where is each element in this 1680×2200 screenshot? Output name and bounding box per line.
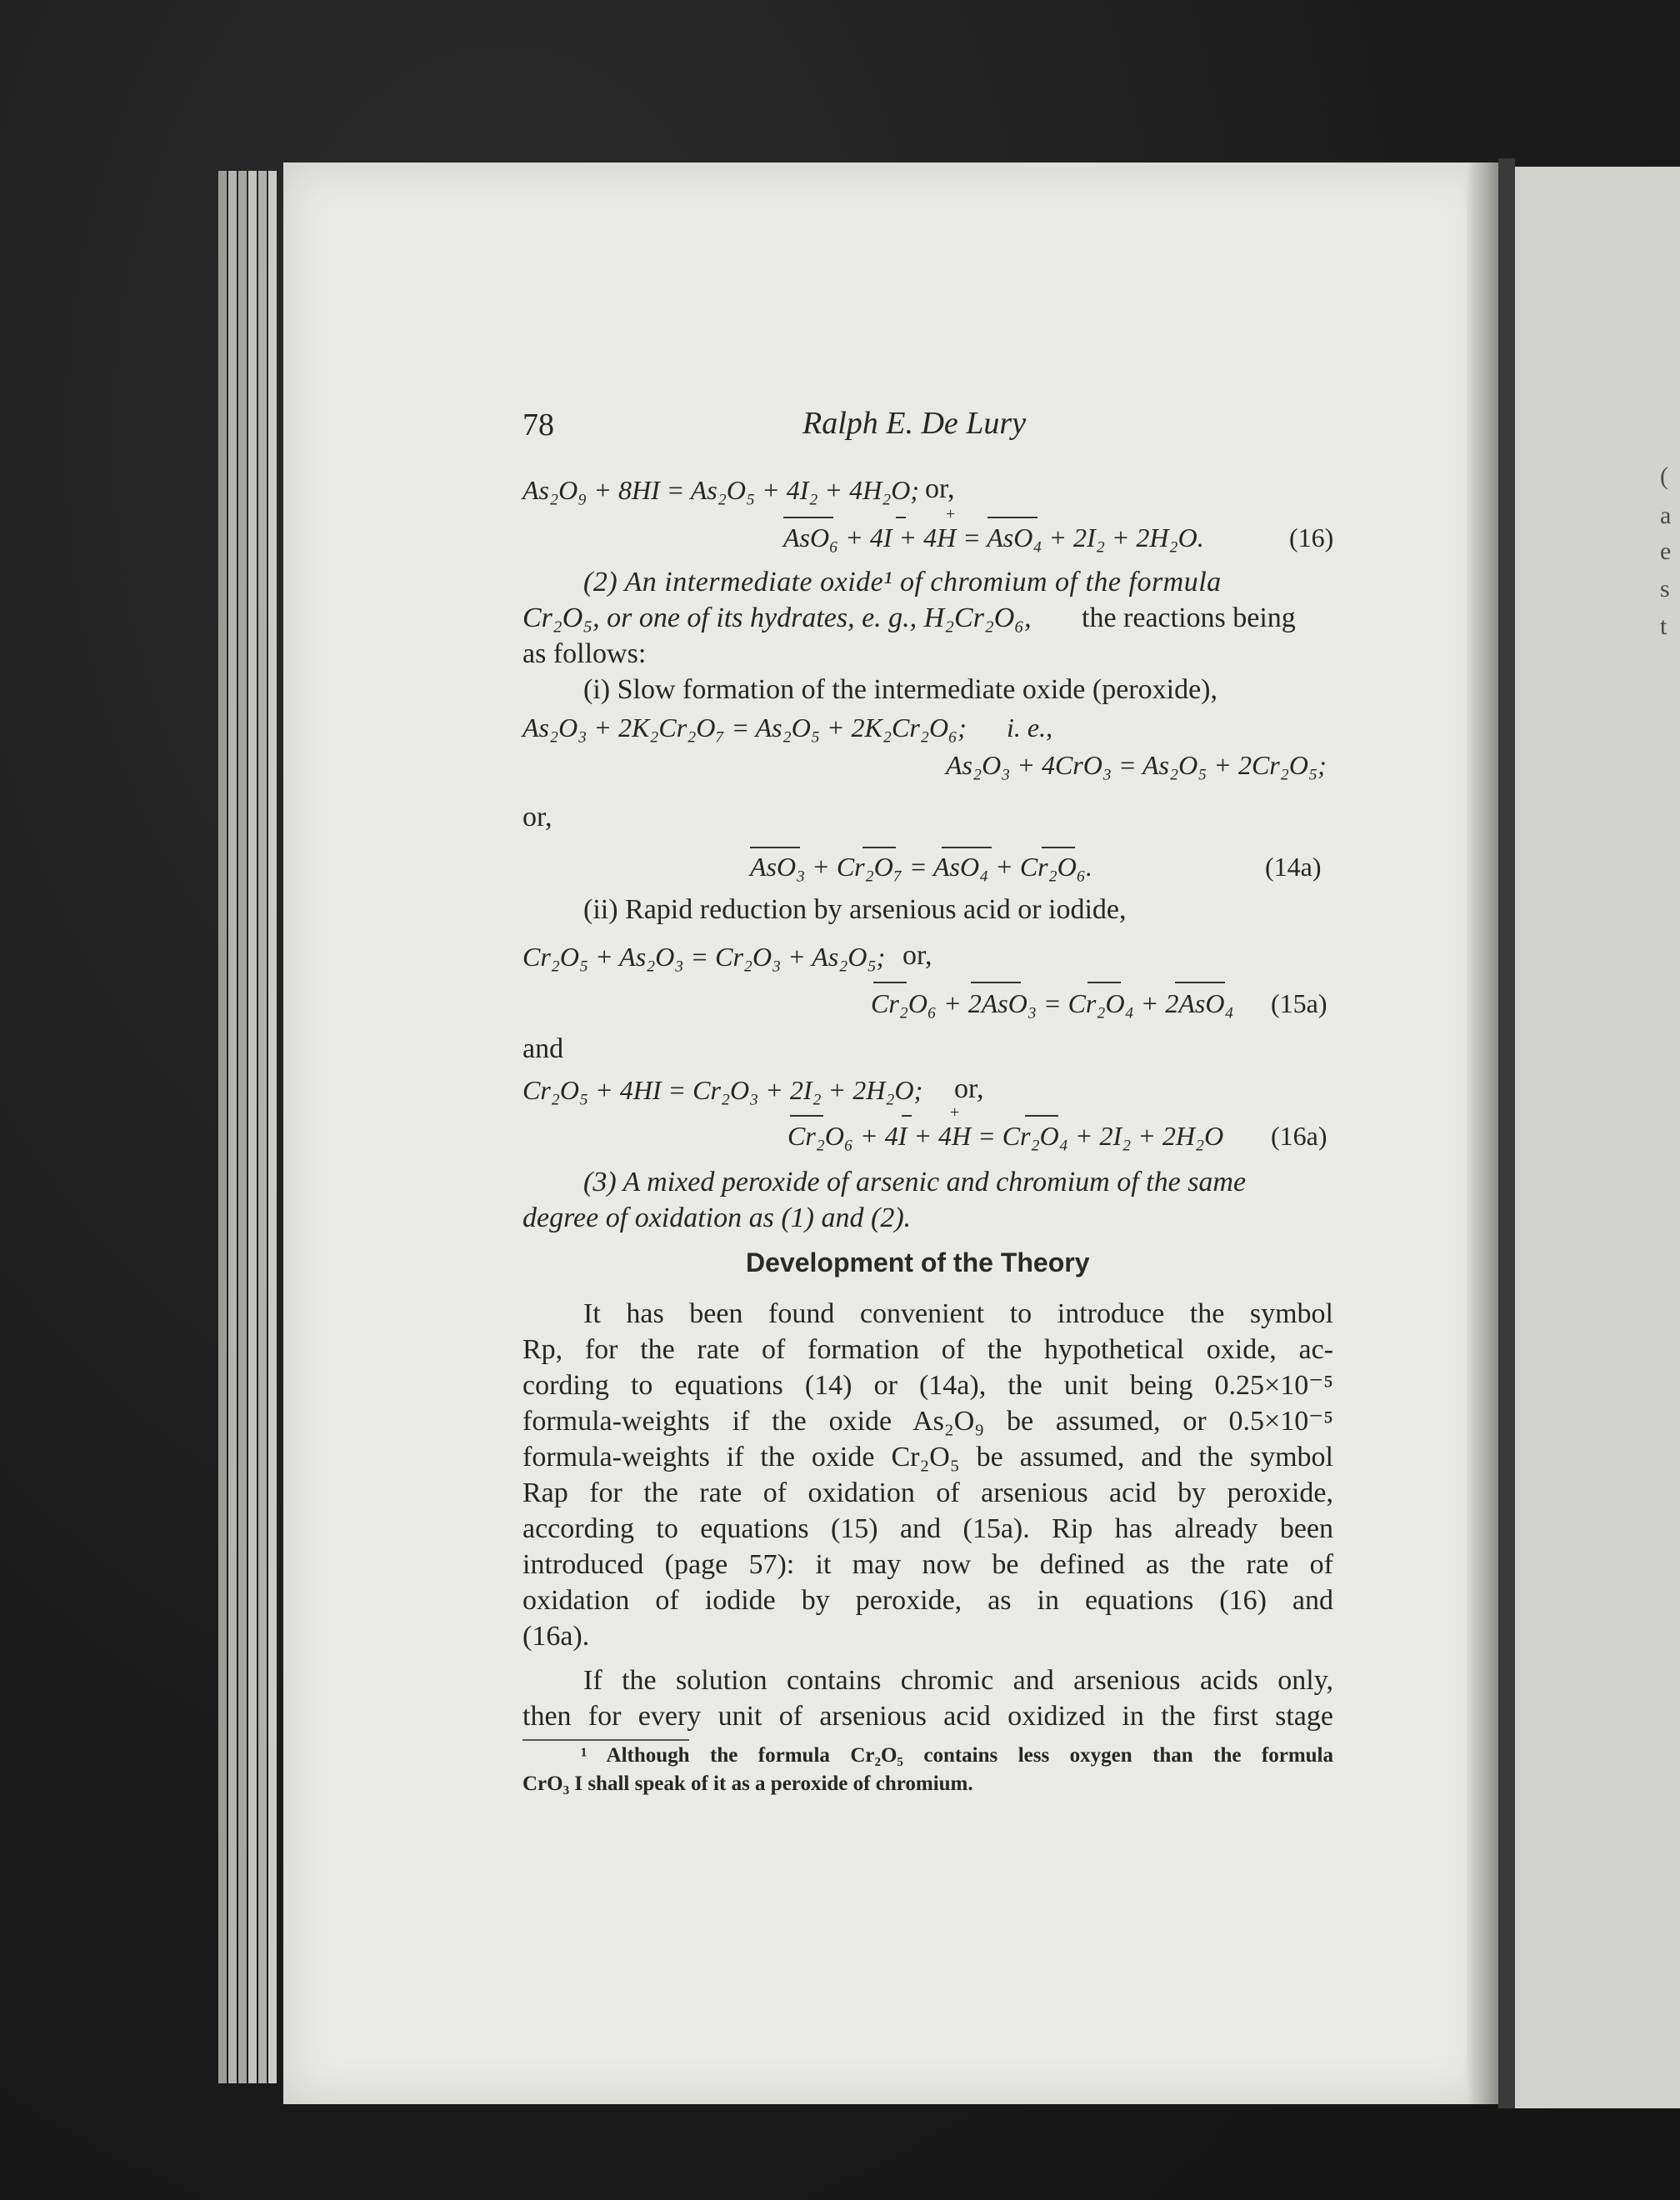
equation-number: (16) [1289,522,1334,552]
overbar [896,517,906,518]
facing-page-char: a [1660,502,1672,529]
page-edge [218,171,227,2083]
overbar [1088,982,1121,983]
equation-number: (14a) [1265,852,1322,882]
body-line: oxidation of iodide by peroxide, as in equations (16) and [522,1585,1333,1616]
equation-connector: or, [954,1073,984,1104]
charge-plus: + [946,505,956,523]
section-heading: Development of the Theory [746,1248,1090,1278]
overbar [873,982,907,983]
footnote-line: CrO₃ I shall speak of it as a peroxide of chromium. [522,1772,973,1795]
body-line: formula-weights if the oxide Cr₂O₅ be assumed, and the symbol [522,1442,1333,1472]
body-line: cording to equations (14) or (14a), the unit being 0.25×10⁻⁵ [522,1370,1333,1401]
body-line: It has been found convenient to introduce the symbol [583,1298,1333,1329]
equation-connector: or, [522,802,552,832]
overbar [902,1115,912,1117]
equation-connector: i. e., [1007,712,1053,742]
body-paragraph [522,1296,1333,1654]
page-number: 78 [522,408,554,442]
equation: As₂O₃ + 4CrO₃ = As₂O₅ + 2Cr₂O₅; [946,750,1327,780]
equation: AsO₆ + 4I + 4H = AsO₄ + 2I₂ + 2H₂O. [783,522,1204,552]
facing-page [1515,167,1680,2108]
body-line: introduced (page 57): it may now be defined as the rate of [522,1549,1333,1580]
page-edge [248,171,257,2083]
paragraph-line: (2) An intermediate oxide¹ of chromium of the formula [583,567,1222,598]
body-line: If the solution contains chromic and arsenious acids only, [583,1665,1333,1696]
equation: As₂O₃ + 2K₂Cr₂O₇ = As₂O₅ + 2K₂Cr₂O₆; [522,712,967,742]
overbar [1025,1115,1058,1117]
paragraph-line: Cr₂O₅, or one of its hydrates, e. g., H₂Cr₂O₆, [522,602,1032,633]
page-edge [258,171,267,2083]
paragraph-line: the reactions being [1082,602,1296,633]
equation-number: (16a) [1271,1121,1328,1151]
overbar [790,1115,823,1117]
paragraph-line: degree of oxidation as (1) and (2). [522,1202,912,1233]
equation-number: (15a) [1271,988,1328,1018]
footnote [522,1742,1333,1798]
page-edge [228,171,237,2083]
facing-page-char: t [1660,612,1668,640]
equation: Cr₂O₆ + 4I + 4H = Cr₂O₄ + 2I₂ + 2H₂O [788,1121,1224,1151]
footnote-rule [522,1739,689,1741]
footnote-line: ¹ Although the formula Cr₂O₅ contains less oxygen than the formula [581,1744,1333,1767]
facing-page-char: ( [1660,462,1668,490]
paragraph-line: as follows: [522,638,647,669]
body-line: formula-weights if the oxide As₂O₉ be assumed, or 0.5×10⁻⁵ [522,1406,1333,1437]
book-spine [1498,158,1515,2108]
body-line: (16a). [522,1621,590,1652]
page-gutter [1467,162,1500,2104]
facing-page-char: e [1660,538,1672,565]
running-head: Ralph E. De Lury [802,406,1027,441]
facing-page-char: s [1660,575,1670,602]
equation-connector: or, [925,473,955,504]
paragraph-line: (ii) Rapid reduction by arsenious acid or iodide, [583,894,1127,925]
equation: As₂O₉ + 8HI = As₂O₅ + 4I₂ + 4H₂O; [522,475,920,505]
body-line: Rp, for the rate of formation of the hypothetical oxide, ac- [522,1334,1333,1365]
equation: Cr₂O₆ + 2AsO₃ = Cr₂O₄ + 2AsO₄ [871,988,1234,1018]
paragraph-line: and [522,1033,564,1064]
equation: Cr₂O₅ + As₂O₃ = Cr₂O₃ + As₂O₅; [522,942,886,972]
body-line: then for every unit of arsenious acid oxidized in the first stage [522,1701,1333,1732]
equation-connector: or, [902,940,932,971]
overbar [971,982,1021,983]
body-line: Rap for the rate of oxidation of arsenious acid by peroxide, [522,1478,1333,1508]
paragraph-line: (i) Slow formation of the intermediate oxide (peroxide), [583,674,1218,705]
body-line: according to equations (15) and (15a). Rip has already been [522,1513,1333,1544]
overbar [862,847,896,848]
page-edge [268,171,277,2083]
charge-plus: + [950,1103,960,1122]
overbar [1175,982,1225,983]
equation: AsO₃ + Cr₂O₇ = AsO₄ + Cr₂O₆. [750,852,1092,882]
overbar [1042,847,1075,848]
overbar [750,847,800,848]
overbar [783,517,833,518]
page-edge [238,171,247,2083]
overbar [988,517,1038,518]
overbar [942,847,992,848]
body-paragraph [522,1662,1333,1734]
paragraph-line: (3) A mixed peroxide of arsenic and chromium of the same [583,1167,1247,1198]
equation: Cr₂O₅ + 4HI = Cr₂O₃ + 2I₂ + 2H₂O; [522,1075,923,1105]
